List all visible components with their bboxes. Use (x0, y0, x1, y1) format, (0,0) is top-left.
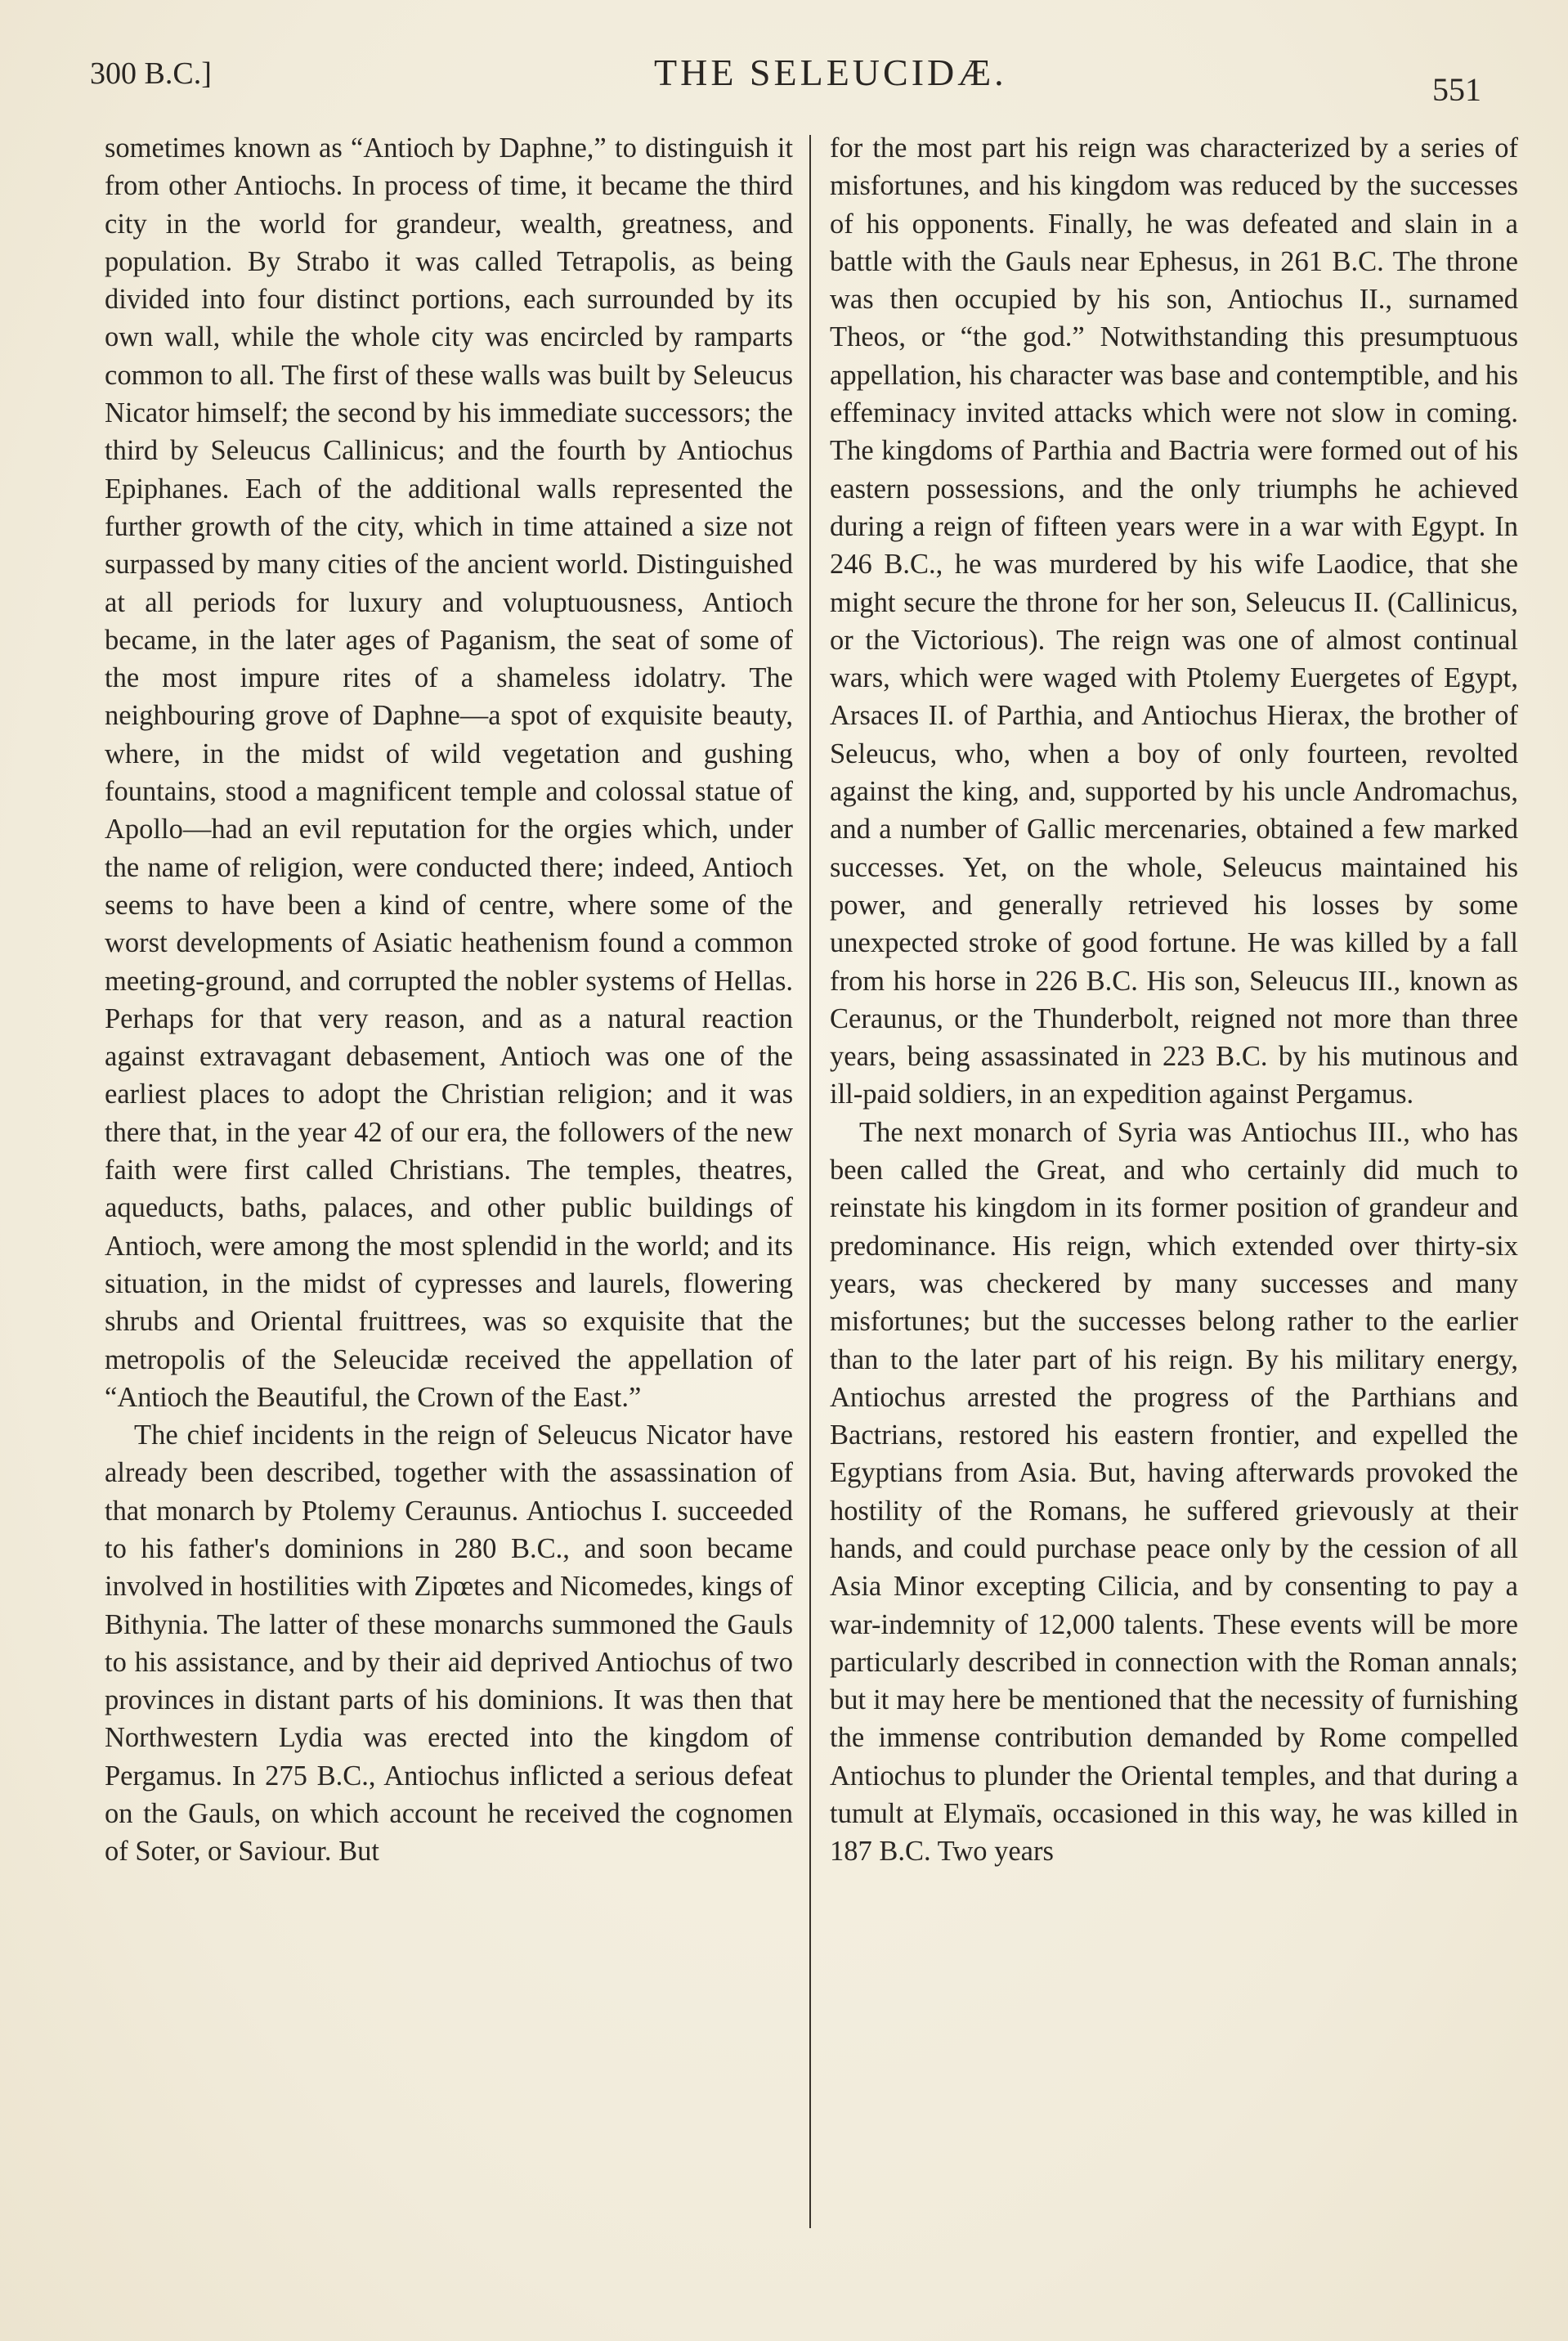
left-paragraph-2: The chief incidents in the reign of Seleucus Nicator have already been described, together with the assassination of that monarch by Ptolemy Ceraunus. Antiochus I. succeeded to his father's dominions in 280 B.C., and soon became involved in hostilities with Zipœtes and Nicomedes, kings of Bithynia. The latter of these monarchs summoned the Gauls to his assistance, and by their aid deprived Antiochus of two provinces in distant parts of his dominions. It was then that Northwestern Lydia was erected into the kingdom of Pergamus. In 275 B.C., Antiochus inflicted a serious defeat on the Gauls, on which account he received the cognomen of Soter, or Saviour. But (105, 1419, 793, 1868)
column-divider (809, 135, 811, 2228)
left-paragraph-1: sometimes known as “Antioch by Daphne,” to distinguish it from other Antiochs. In process of time, it became the third city in the world for grandeur, wealth, greatness, and population. By Strabo it was called Tetrapolis, as being divided into four distinct portions, each surrounded by its own wall, while the whole city was encircled by ramparts common to all. The first of these walls was built by Seleucus Nicator himself; the second by his immediate successors; the third by Seleucus Callinicus; and the fourth by Antiochus Epiphanes. Each of the additional walls represented the further growth of the city, which in time attained a size not surpassed by many cities of the ancient world. Distinguished at all periods for luxury and voluptuousness, Antioch became, in the later ages of Paganism, the seat of some of the most impure rites of a shameless idolatry. The neighbouring grove of Daphne—a spot of exquisite beauty, where, in the midst of wild vegetation and gushing fountains, stood a magnificent temple and colossal statue of Apollo—had an evil reputation for the orgies which, under the name of religion, were conducted there; indeed, Antioch seems to have been a kind of centre, where some of the worst developments of Asiatic heathenism found a common meeting-ground, and corrupted the nobler systems of Hellas. Perhaps for that very reason, and as a natural reaction against extravagant debasement, Antioch was one of the earliest places to adopt the Christian religion; and it was there that, in the year 42 of our era, the followers of the new faith were first called Christians. The temples, theatres, aqueducts, baths, palaces, and other public buildings of Antioch, were among the most splendid in the world; and its situation, in the midst of cypresses and laurels, flowering shrubs and Oriental fruittrees, was so exquisite that the metropolis of the Seleucidæ received the appellation of “Antioch the Beautiful, the Crown of the East.” (105, 132, 793, 1413)
right-paragraph-1: for the most part his reign was characterized by a series of misfortunes, and his kingdom was reduced by the successes of his opponents. Finally, he was defeated and slain in a battle with the Gauls near Ephesus, in 261 B.C. The throne was then occupied by his son, Antiochus II., surnamed Theos, or “the god.” Notwithstanding this presumptuous appellation, his character was base and contemptible, and his effeminacy invited attacks which were not slow in coming. The kingdoms of Parthia and Bactria were formed out of his eastern possessions, and the only triumphs he achieved during a reign of fifteen years were in a war with Egypt. In 246 B.C., he was murdered by his wife Laodice, that she might secure the throne for her son, Seleucus II. (Callinicus, or the Victorious). The reign was one of almost continual wars, which were waged with Ptolemy Euergetes of Egypt, Arsaces II. of Parthia, and Antiochus Hierax, the brother of Seleucus, who, when a boy of only fourteen, revolted against the king, and, supported by his uncle Andromachus, and a number of Gallic mercenaries, obtained a few marked successes. Yet, on the whole, Seleucus maintained his power, and generally retrieved his losses by some unexpected stroke of good fortune. He was killed by a fall from his horse in 226 B.C. His son, Seleucus III., known as Ceraunus, or the Thunderbolt, reigned not more than three years, being assassinated in 223 B.C. by his mutinous and ill-paid soldiers, in an expedition against Pergamus. (830, 132, 1518, 1110)
left-column (105, 129, 793, 1871)
header-title: THE SELEUCIDÆ. (654, 52, 1007, 93)
page-number: 551 (1432, 71, 1481, 108)
header-date: 300 B.C.] (90, 56, 212, 91)
right-paragraph-2: The next monarch of Syria was Antiochus III., who has been called the Great, and who certainly did much to reinstate his kingdom in its former position of grandeur and predominance. His reign, which extended over thirty-six years, was checkered by many successes and many misfortunes; but the successes belong rather to the earlier than to the later part of his reign. By his military energy, Antiochus arrested the progress of the Parthians and Bactrians, restored his eastern frontier, and expelled the Egyptians from Asia. But, having afterwards provoked the hostility of the Romans, he suffered grievously at their hands, and could purchase peace only by the cession of all Asia Minor excepting Cilicia, and by consenting to pay a war-indemnity of 12,000 talents. These events will be more particularly described in connection with the Roman annals; but it may here be mentioned that the necessity of furnishing the immense contribution demanded by Rome compelled Antiochus to plunder the Oriental temples, and that during a tumult at Elymaïs, occasioned in this way, he was killed in 187 B.C. Two years (830, 1116, 1518, 1868)
right-column (830, 129, 1518, 1871)
running-header (90, 49, 1480, 106)
